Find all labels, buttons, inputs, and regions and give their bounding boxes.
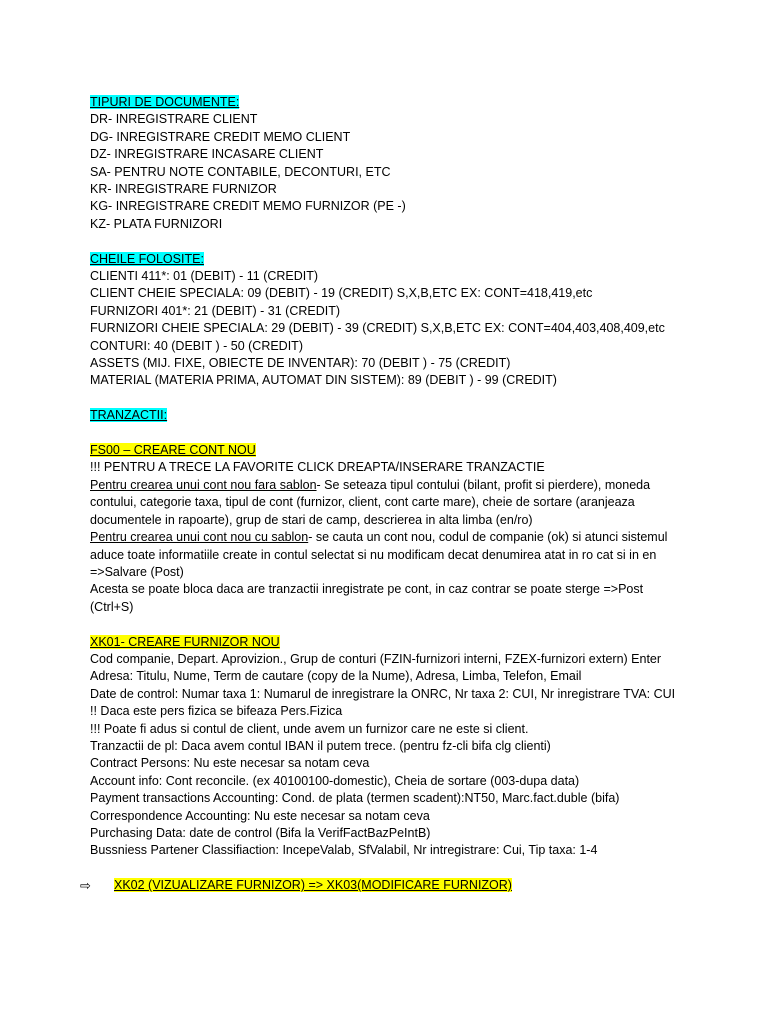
key-line: CLIENT CHEIE SPECIALA: 09 (DEBIT) - 19 (CREDIT) S,X,B,ETC EX: CONT=418,419,etc	[90, 286, 593, 301]
paragraph-label: Pentru crearea unui cont nou fara sablon	[90, 477, 317, 492]
section-xk01	[90, 634, 728, 860]
key-line: FURNIZORI 401*: 21 (DEBIT) - 31 (CREDIT)	[90, 303, 341, 318]
field-line: Cod companie, Depart. Aprovizion., Grup de conturi (FZIN-furnizori interni, FZEX-furnizori extern) Enter	[90, 651, 662, 666]
section-title: TIPURI DE DOCUMENTE:	[90, 95, 240, 109]
field-line: Purchasing Data: date de control (Bifa la VerifFactBazPeIntB)	[90, 826, 431, 840]
doc-type-line: KR- INREGISTRARE FURNIZOR	[90, 182, 277, 197]
transaction-title: XK01- CREARE FURNIZOR NOU	[90, 634, 280, 649]
field-line: Adresa: Titulu, Nume, Term de cautare (copy de la Nume), Adresa, Limba, Telefon, Email	[90, 669, 582, 684]
paragraph-line: =>Salvare (Post)	[90, 564, 184, 579]
transaction-title: FS00 – CREARE CONT NOU	[90, 443, 256, 458]
paragraph-line: Pentru crearea unui cont nou cu sablon- se cauta un cont nou, codul de companie (ok) si atunci sistemul	[90, 530, 668, 545]
key-line: CLIENTI 411*: 01 (DEBIT) - 11 (CREDIT)	[90, 269, 319, 284]
field-line: Payment transactions Accounting: Cond. de plata (termen scadent):NT50, Marc.fact.duble (bifa)	[90, 791, 620, 806]
field-line: Tranzactii de pl: Daca avem contul IBAN il putem trece. (pentru fz-cli bifa clg clienti)	[90, 738, 551, 753]
paragraph-label: Pentru crearea unui cont nou cu sablon	[90, 530, 309, 545]
doc-type-line: KG- INREGISTRARE CREDIT MEMO FURNIZOR (PE -)	[90, 199, 406, 214]
section-transactions	[90, 407, 728, 424]
field-line: !!! Poate fi adus si contul de client, unde avem un furnizor care ne este si client.	[90, 721, 529, 736]
doc-type-line: DR- INREGISTRARE CLIENT	[90, 112, 258, 127]
paragraph-line: aduce toate informatiile create in contul selectat si nu modificam decat denumirea atat in ro cat si in en	[90, 547, 657, 562]
section-fs00	[90, 442, 728, 616]
arrow-right-icon: ⇨	[80, 878, 91, 894]
transaction-title: XK02 (VIZUALIZARE FURNIZOR) => XK03(MODIFICARE FURNIZOR)	[114, 878, 512, 893]
xk02-xk03-line	[80, 877, 728, 894]
field-line: Correspondence Accounting: Nu este necesar sa notam ceva	[90, 808, 430, 823]
paragraph-line: contului, categorie taxa, tipul de cont (furnizor, client, cont carte mare), cheie de sortare (aranjeaza	[90, 495, 635, 510]
doc-type-line: KZ- PLATA FURNIZORI	[90, 216, 223, 231]
field-line: Account info: Cont reconcile. (ex 40100100-domestic), Cheia de sortare (003-dupa data)	[90, 773, 580, 788]
section-keys-used	[90, 251, 728, 390]
field-line: !! Daca este pers fizica se bifeaza Pers.Fizica	[90, 704, 343, 719]
key-line: CONTURI: 40 (DEBIT ) - 50 (CREDIT)	[90, 338, 303, 353]
field-line: Date de control: Numar taxa 1: Numarul de inregistrare la ONRC, Nr taxa 2: CUI, Nr inregistrare TVA: CUI	[90, 686, 676, 701]
section-title: TRANZACTII:	[90, 408, 168, 423]
paragraph-line: (Ctrl+S)	[90, 599, 134, 614]
paragraph-line: Acesta se poate bloca daca are tranzactii inregistrate pe cont, in caz contrar se poate sterge =>Post	[90, 582, 644, 597]
section-document-types	[90, 94, 728, 233]
favorite-note: !!! PENTRU A TRECE LA FAVORITE CLICK DREAPTA/INSERARE TRANZACTIE	[90, 460, 545, 475]
section-title: CHEILE FOLOSITE:	[90, 251, 204, 266]
key-line: ASSETS (MIJ. FIXE, OBIECTE DE INVENTAR): 70 (DEBIT ) - 75 (CREDIT)	[90, 356, 511, 371]
doc-type-line: DG- INREGISTRARE CREDIT MEMO CLIENT	[90, 129, 351, 144]
key-line: MATERIAL (MATERIA PRIMA, AUTOMAT DIN SISTEM): 89 (DEBIT ) - 99 (CREDIT)	[90, 373, 557, 388]
field-line: Bussniess Partener Classifiaction: IncepeValab, SfValabil, Nr intregistrare: Cui, Tip taxa: 1-4	[90, 843, 598, 858]
doc-type-line: SA- PENTRU NOTE CONTABILE, DECONTURI, ETC	[90, 164, 391, 179]
paragraph-line: documentele in rapoarte), grup de stari de camp, descrierea in alta limba (en/ro)	[90, 512, 533, 527]
paragraph-line: Pentru crearea unui cont nou fara sablon- Se seteaza tipul contului (bilant, profit si pierdere), moneda	[90, 477, 651, 492]
doc-type-line: DZ- INREGISTRARE INCASARE CLIENT	[90, 147, 324, 162]
field-line: Contract Persons: Nu este necesar sa notam ceva	[90, 756, 370, 771]
key-line: FURNIZORI CHEIE SPECIALA: 29 (DEBIT) - 39 (CREDIT) S,X,B,ETC EX: CONT=404,403,408,409,etc	[90, 321, 665, 336]
